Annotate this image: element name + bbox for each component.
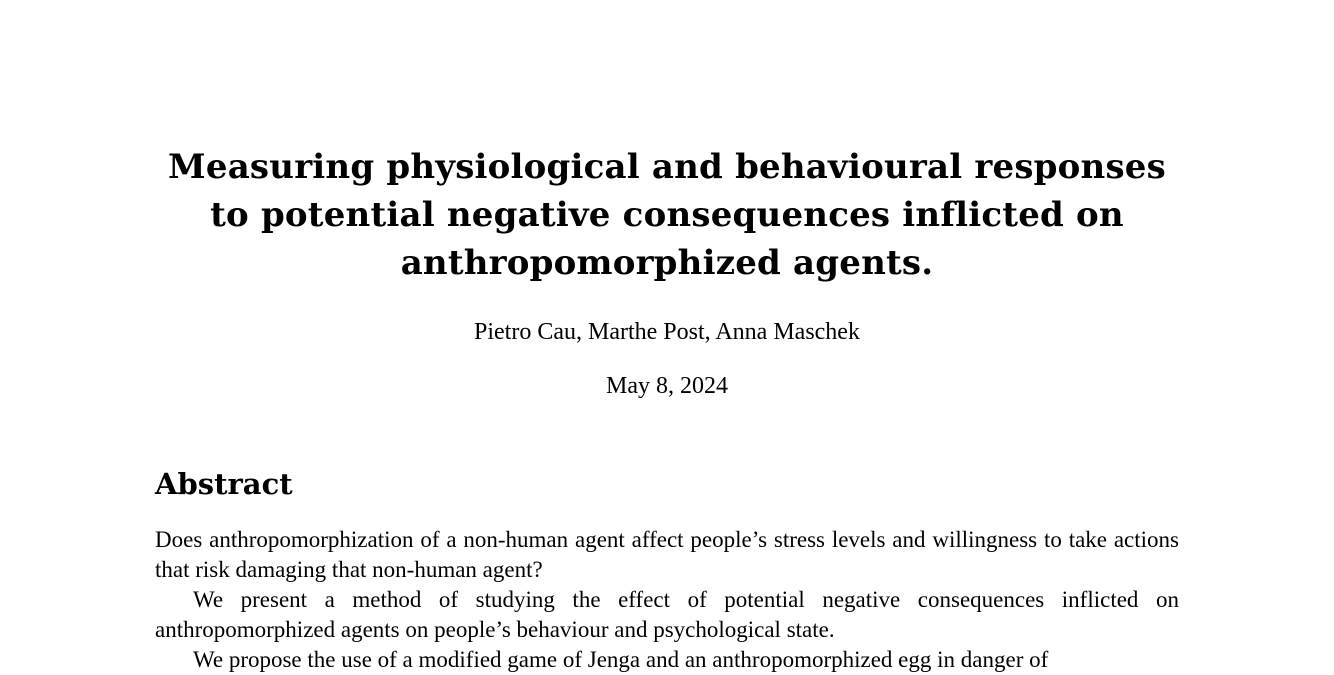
abstract-heading: Abstract <box>155 467 293 501</box>
paper-title: Measuring physiological and behavioural responses to potential negative consequences inflicted on anthropomorphized agents. <box>168 147 1166 283</box>
abstract-paragraph: We present a method of studying the effect of potential negative consequences inflicted on anthropomorphized agents on people’s behaviour and psychological state. <box>155 587 1179 642</box>
abstract-paragraph: We propose the use of a modified game of Jenga and an anthropomorphized egg in danger of <box>193 647 1049 672</box>
paper-authors: Pietro Cau, Marthe Post, Anna Maschek <box>474 319 860 345</box>
abstract-paragraph: Does anthropomorphization of a non-human agent affect people’s stress levels and willingness to take actions that risk damaging that non-human agent? <box>155 527 1179 582</box>
paper-date: May 8, 2024 <box>606 373 728 399</box>
abstract-body <box>155 525 1179 675</box>
